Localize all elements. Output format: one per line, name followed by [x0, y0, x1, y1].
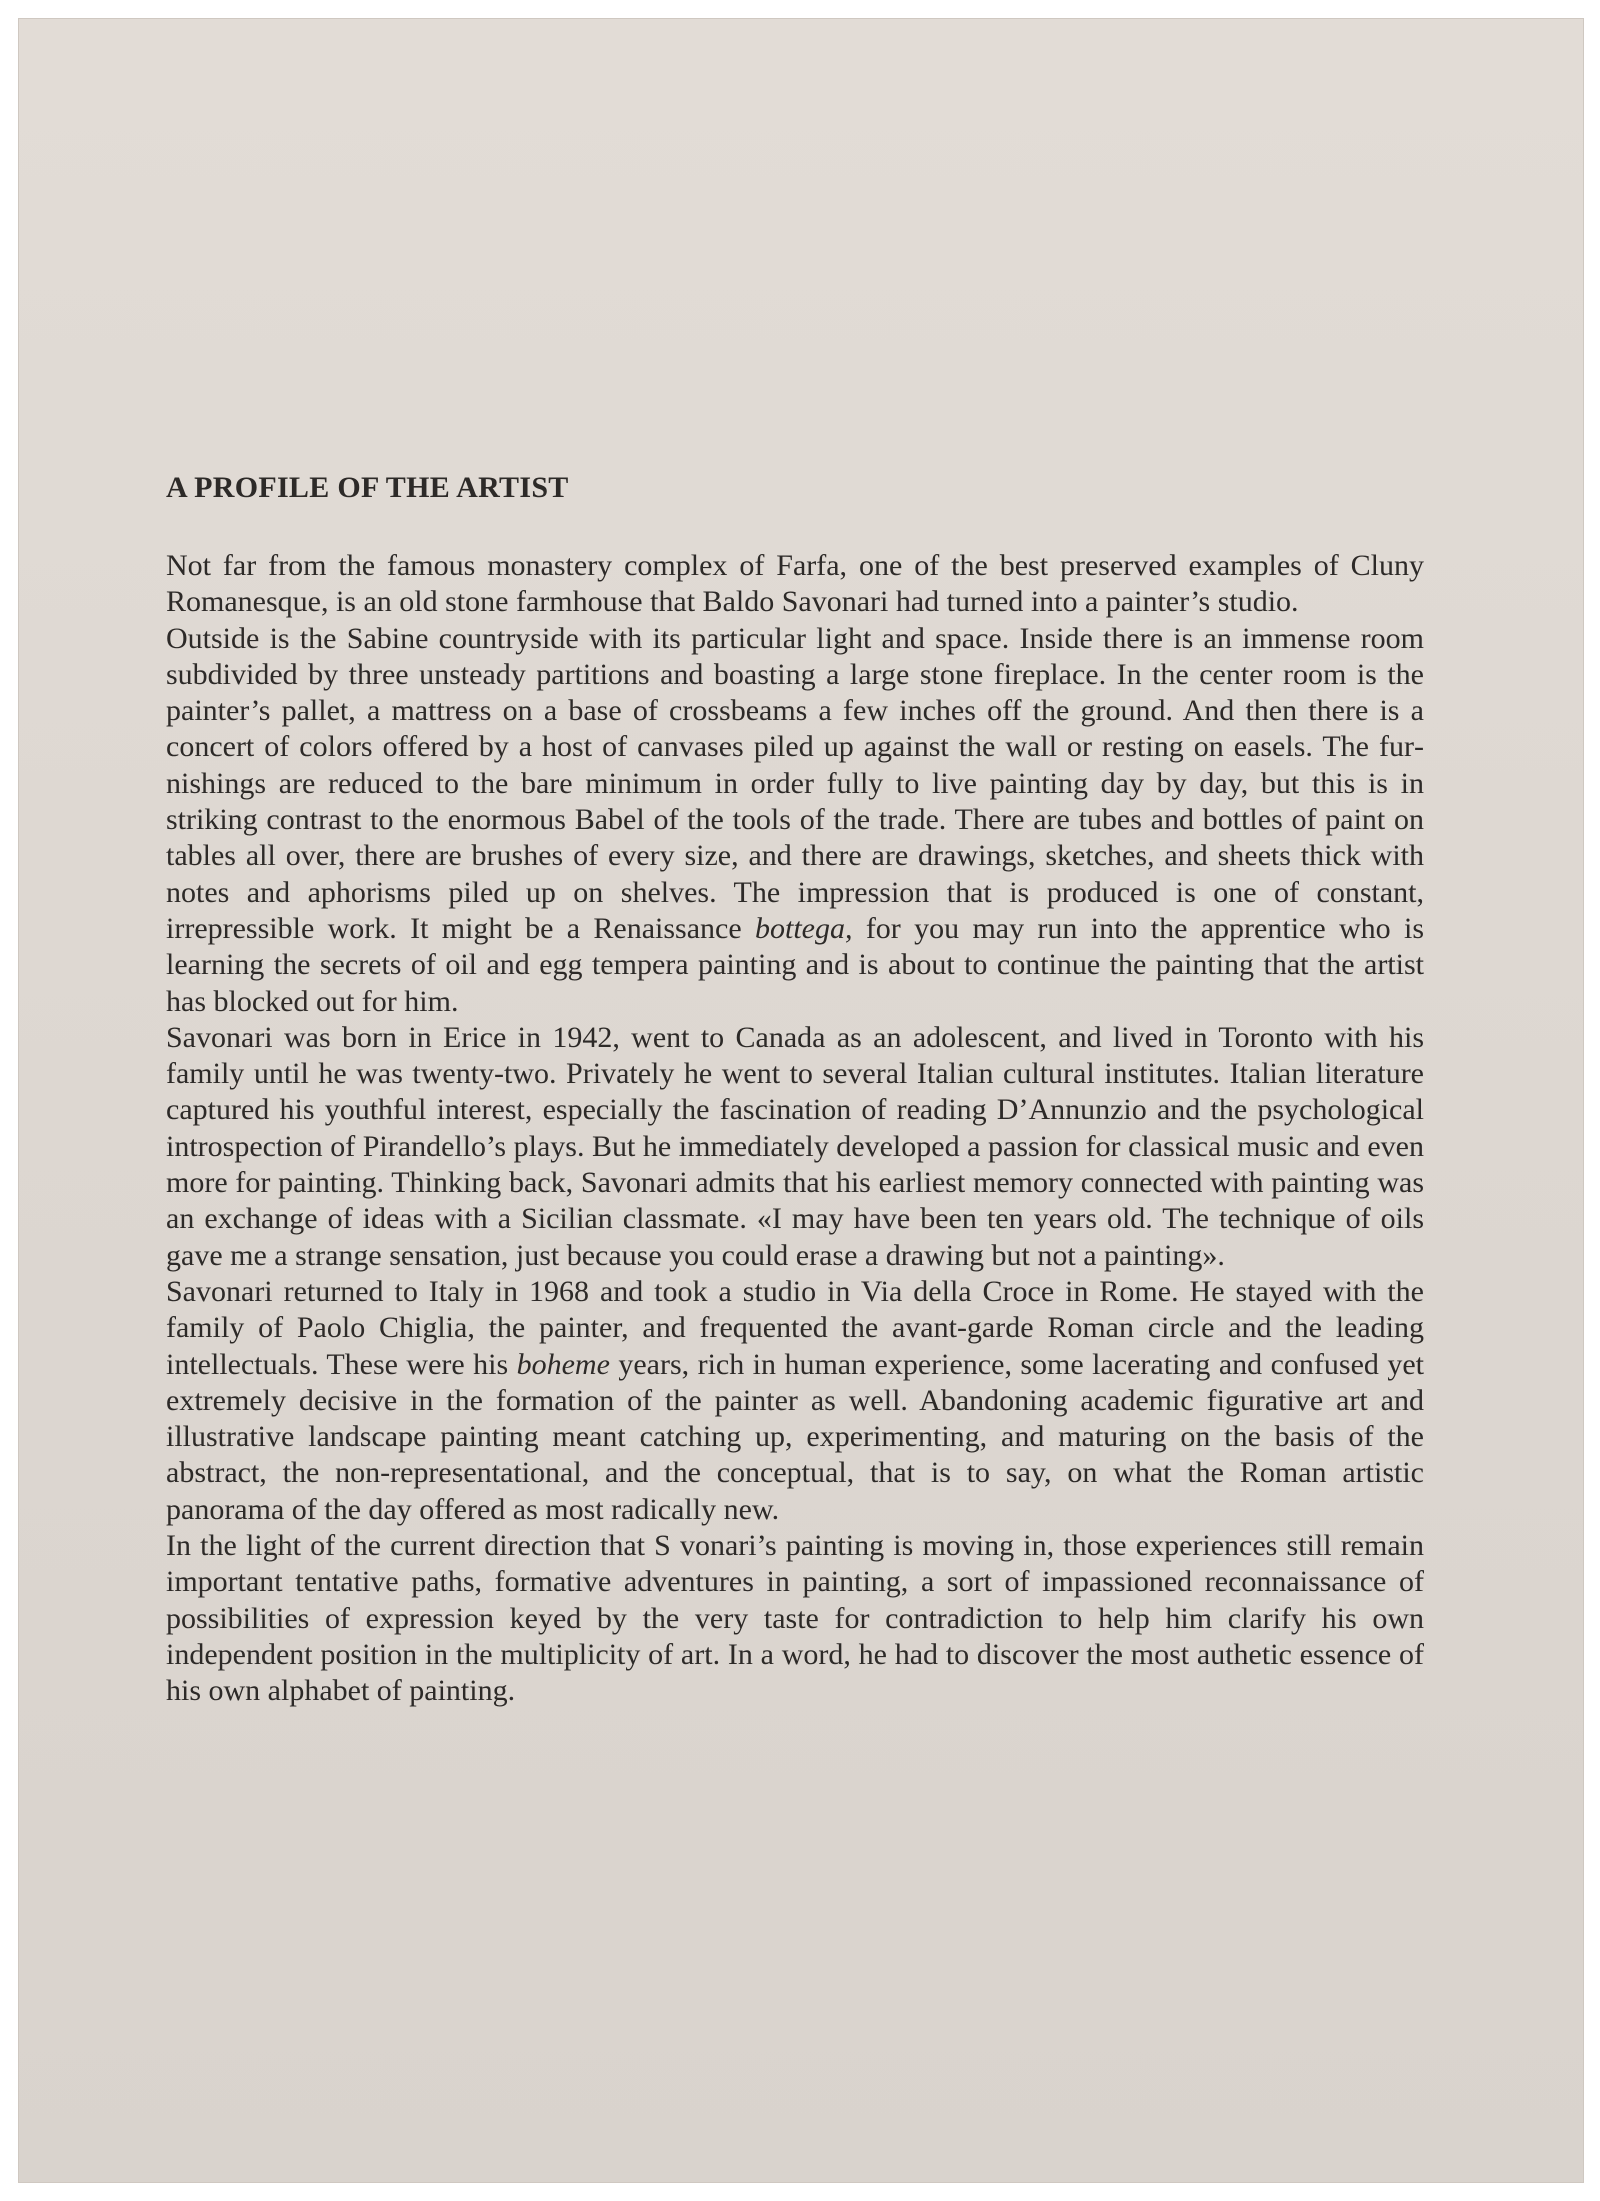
paragraph-text: Not far from the famous monastery complex of Farfa, one of the best preserved examples of Cluny Romanesque, is an old stone farmhouse that Baldo Savonari had turned into a painter’s studio.: [166, 549, 1424, 619]
paragraph-current-direction: [166, 1528, 1424, 1709]
paragraph-text: Savonari was born in Erice in 1942, went to Canada as an adolescent, and lived in Toronto with his family until he was twenty-two. Privately he went to several Italian cultural institutes. Italian literature captured his youthful interest, especially the fascination of reading D’Annunzio and the psychological introspection of Pirandello’s plays. But he immediately developed a passion for classical music and even more for painting. Thinking back, Savonari admits that his earliest memory connected with painting was an exchange of ideas with a Sicilian classmate. «I may have been ten years old. The technique of oils gave me a strange sensation, just because you could erase a drawing but not a painting».: [166, 1020, 1424, 1272]
paragraph-return-to-italy: [166, 1274, 1424, 1528]
paragraph-early-life: [166, 1020, 1424, 1274]
paragraph-text: Outside is the Sabine countryside with its particular light and space. Inside there is an immense room subdivided by three unsteady partitions and boasting a large stone fireplace. In the center room is the painter’s pallet, a mattress on a base of crossbeams a few inches off the ground. And then there is a concert of colors offered by a host of canvases piled up against the wall or resting on easels. The furnishings are reduced to the bare minimum in order fully to live painting day by day, but this is in striking contrast to the enormous Babel of the tools of the trade. There are tubes and bottles of paint on tables all over, there are brushes of every size, and there are drawings, sketches, and sheets thick with notes and aphorisms piled up on shelves. The impression that is produced is one of constant, irrepressible work. It might be a Renaissance: [166, 621, 1424, 945]
paragraph-farfa: [166, 548, 1424, 621]
paragraph-text: years, rich in human experience, some lacerating and confused yet extremely decisive in the formation of the painter as well. Abandoning academic figurative art and illustrative landscape painting meant catching up, experimenting, and maturing on the basis of the abstract, the non-representational, and the conceptual, that is to say, on what the Roman artistic panorama of the day offered as most radically new.: [166, 1347, 1424, 1526]
italic-term-boheme: boheme: [516, 1347, 610, 1381]
article-heading: A PROFILE OF THE ARTIST: [166, 471, 569, 504]
paragraph-text: Savonari returned to Italy in 1968 and took a studio in Via della Croce in Rome. He stayed with the family of Paolo Chiglia, the painter, and frequented the avant-garde Roman circle and the leading intellectuals. These were his: [166, 1274, 1424, 1381]
italic-term-bottega: bottega,: [754, 911, 853, 945]
article-body: [166, 470, 1424, 1710]
paragraph-text: for you may run into the apprentice who is learning the secrets of oil and egg tempera painting and is about to continue the painting that the artist has blocked out for him.: [166, 911, 1424, 1018]
paragraph-text: In the light of the current direction that S vonari’s painting is moving in, those experiences still remain important tentative paths, formative adventures in painting, a sort of impassioned reconnaissance of possibilities of expression keyed by the very taste for contradiction to help him clarify his own independent position in the multiplicity of art. In a word, he had to discover the most authetic essence of his own alphabet of painting.: [166, 1529, 1424, 1708]
paragraph-studio-interior: [166, 621, 1424, 1020]
